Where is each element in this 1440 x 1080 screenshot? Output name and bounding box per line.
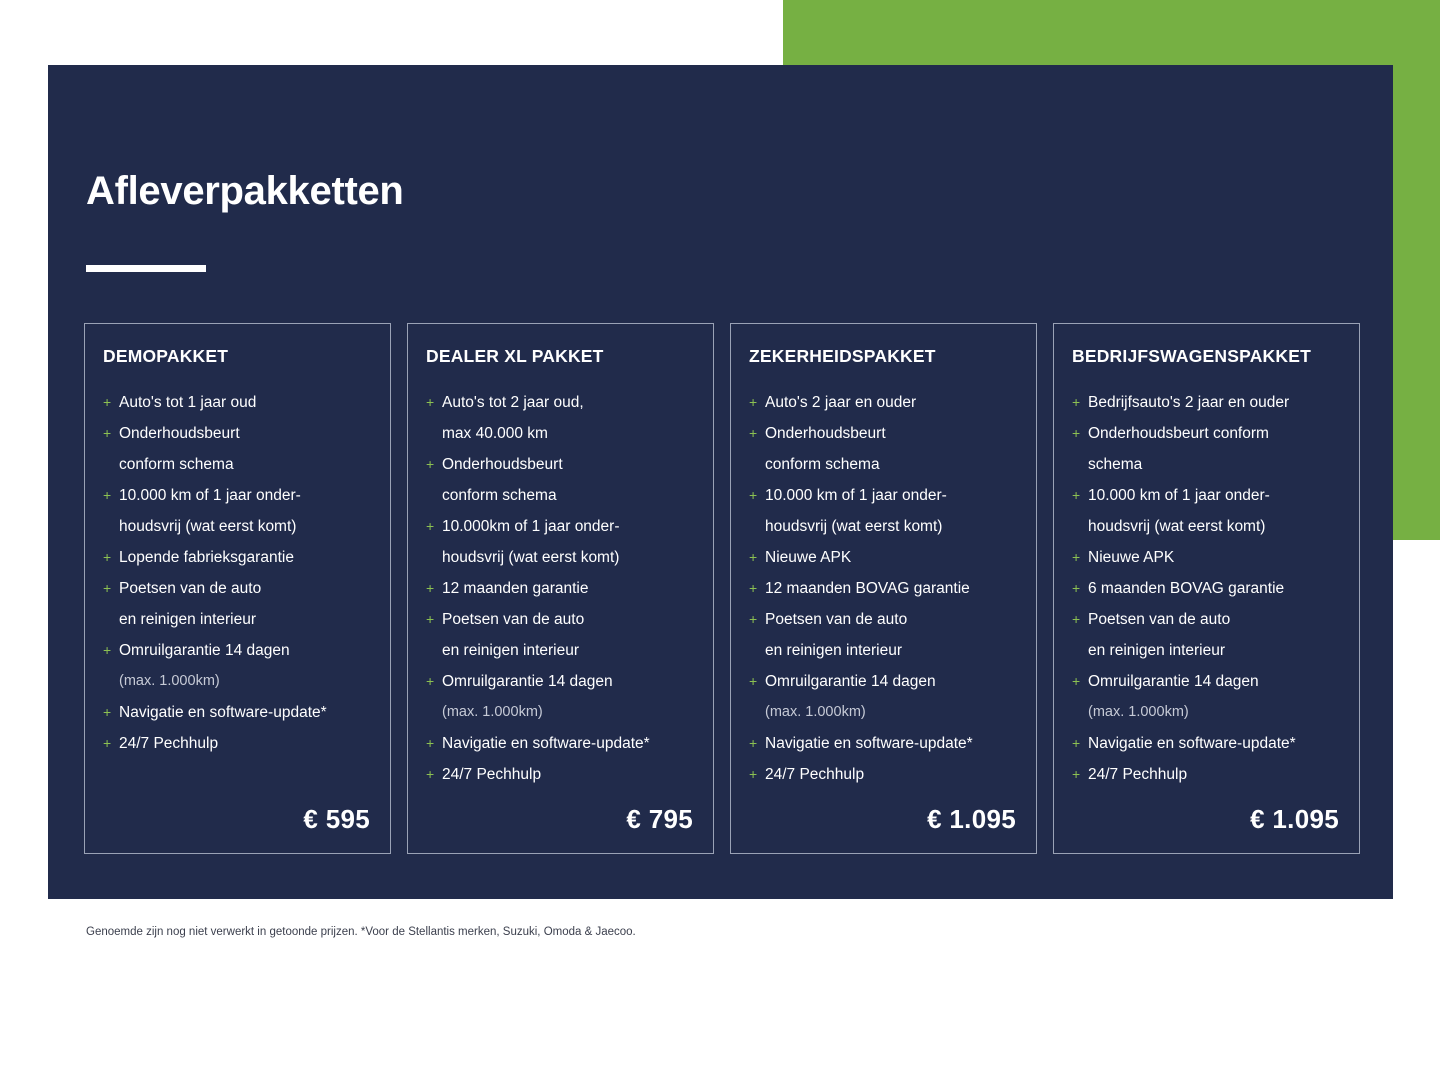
feature-text: 24/7 Pechhulp xyxy=(1088,766,1188,783)
list-item xyxy=(426,449,693,511)
list-item xyxy=(426,604,693,666)
plus-icon: + xyxy=(103,642,112,658)
feature-text: Poetsen van de auto xyxy=(765,611,908,628)
list-item xyxy=(426,511,693,573)
feature-list xyxy=(749,387,1016,790)
list-item xyxy=(1072,480,1339,542)
feature-text: Omruilgarantie 14 dagen xyxy=(442,673,613,690)
feature-text: 12 maanden BOVAG garantie xyxy=(765,580,970,597)
plus-icon: + xyxy=(1072,549,1081,565)
list-item xyxy=(749,573,1016,604)
list-item xyxy=(103,697,370,728)
content-panel xyxy=(48,65,1393,899)
feature-text: Omruilgarantie 14 dagen xyxy=(1088,673,1259,690)
plus-icon: + xyxy=(103,580,112,596)
package-title: DEMOPAKKET xyxy=(103,346,229,366)
plus-icon: + xyxy=(1072,673,1081,689)
feature-subtext: houdsvrij (wat eerst komt) xyxy=(765,518,943,535)
footnote-text: Genoemde zijn nog niet verwerkt in getoonde prijzen. *Voor de Stellantis merken, Suzuki, Omoda & Jaecoo. xyxy=(86,926,636,938)
feature-subtext: conform schema xyxy=(765,456,880,473)
package-title: ZEKERHEIDSPAKKET xyxy=(749,346,936,366)
feature-text: Poetsen van de auto xyxy=(1088,611,1231,628)
list-item xyxy=(749,604,1016,666)
plus-icon: + xyxy=(749,394,758,410)
list-item xyxy=(426,666,693,728)
feature-note: (max. 1.000km) xyxy=(119,673,220,689)
plus-icon: + xyxy=(103,394,112,410)
feature-text: Poetsen van de auto xyxy=(119,580,262,597)
plus-icon: + xyxy=(1072,766,1081,782)
plus-icon: + xyxy=(103,735,112,751)
list-item xyxy=(749,666,1016,728)
plus-icon: + xyxy=(749,425,758,441)
list-item xyxy=(1072,418,1339,480)
list-item xyxy=(426,387,693,449)
plus-icon: + xyxy=(1072,580,1081,596)
list-item xyxy=(749,418,1016,480)
feature-text: 24/7 Pechhulp xyxy=(119,735,219,752)
list-item xyxy=(749,387,1016,418)
package-price: € 795 xyxy=(626,804,693,834)
list-item xyxy=(749,728,1016,759)
feature-text: Bedrijfsauto's 2 jaar en ouder xyxy=(1088,394,1290,411)
feature-text: Omruilgarantie 14 dagen xyxy=(119,642,290,659)
list-item xyxy=(749,759,1016,790)
plus-icon: + xyxy=(749,735,758,751)
feature-text: 12 maanden garantie xyxy=(442,580,589,597)
feature-text: Onderhoudsbeurt xyxy=(119,425,240,442)
plus-icon: + xyxy=(1072,394,1081,410)
feature-text: Onderhoudsbeurt xyxy=(442,456,563,473)
feature-note: (max. 1.000km) xyxy=(1088,704,1189,720)
plus-icon: + xyxy=(426,456,435,472)
package-card-demopakket[interactable] xyxy=(84,323,391,854)
feature-text: Onderhoudsbeurt xyxy=(765,425,886,442)
list-item xyxy=(1072,728,1339,759)
feature-text: Navigatie en software-update* xyxy=(1088,735,1296,752)
plus-icon: + xyxy=(749,611,758,627)
feature-subtext: houdsvrij (wat eerst komt) xyxy=(442,549,620,566)
page-title: Afleverpakketten xyxy=(86,169,404,213)
list-item xyxy=(426,728,693,759)
feature-text: Lopende fabrieksgarantie xyxy=(119,549,294,566)
feature-text: Navigatie en software-update* xyxy=(442,735,650,752)
list-item xyxy=(103,387,370,418)
plus-icon: + xyxy=(426,735,435,751)
plus-icon: + xyxy=(1072,611,1081,627)
list-item xyxy=(103,418,370,480)
list-item xyxy=(103,573,370,635)
package-title: BEDRIJFSWAGENSPAKKET xyxy=(1072,346,1311,366)
list-item xyxy=(103,542,370,573)
plus-icon: + xyxy=(1072,487,1081,503)
feature-text: Auto's 2 jaar en ouder xyxy=(765,394,917,411)
feature-text: Poetsen van de auto xyxy=(442,611,585,628)
plus-icon: + xyxy=(426,518,435,534)
feature-text: 10.000 km of 1 jaar onder- xyxy=(1088,487,1270,504)
feature-subtext: conform schema xyxy=(119,456,234,473)
feature-text: Navigatie en software-update* xyxy=(119,704,327,721)
package-price: € 595 xyxy=(303,804,370,834)
plus-icon: + xyxy=(426,580,435,596)
feature-text: 10.000 km of 1 jaar onder- xyxy=(119,487,301,504)
feature-subtext: conform schema xyxy=(442,487,557,504)
feature-text: Auto's tot 1 jaar oud xyxy=(119,394,257,411)
feature-text: Auto's tot 2 jaar oud, xyxy=(442,394,584,411)
package-card-dealer-xl-pakket[interactable] xyxy=(407,323,714,854)
feature-subtext: en reinigen interieur xyxy=(765,642,903,659)
plus-icon: + xyxy=(426,394,435,410)
list-item xyxy=(749,542,1016,573)
list-item xyxy=(103,728,370,759)
list-item xyxy=(1072,759,1339,790)
feature-note: (max. 1.000km) xyxy=(442,704,543,720)
list-item xyxy=(1072,573,1339,604)
list-item xyxy=(1072,604,1339,666)
feature-subtext: schema xyxy=(1088,456,1143,473)
feature-list xyxy=(426,387,693,790)
plus-icon: + xyxy=(1072,735,1081,751)
plus-icon: + xyxy=(426,766,435,782)
list-item xyxy=(426,759,693,790)
plus-icon: + xyxy=(749,580,758,596)
feature-subtext: houdsvrij (wat eerst komt) xyxy=(1088,518,1266,535)
list-item xyxy=(749,480,1016,542)
list-item xyxy=(1072,387,1339,418)
feature-text: 24/7 Pechhulp xyxy=(765,766,865,783)
feature-text: Nieuwe APK xyxy=(1088,549,1175,566)
feature-subtext: en reinigen interieur xyxy=(119,611,257,628)
feature-subtext: en reinigen interieur xyxy=(1088,642,1226,659)
package-title: DEALER XL PAKKET xyxy=(426,346,604,366)
package-card-bedrijfswagenspakket[interactable] xyxy=(1053,323,1360,854)
feature-note: (max. 1.000km) xyxy=(765,704,866,720)
feature-text: 6 maanden BOVAG garantie xyxy=(1088,580,1285,597)
plus-icon: + xyxy=(749,487,758,503)
list-item xyxy=(1072,666,1339,728)
package-price: € 1.095 xyxy=(1250,804,1339,834)
feature-text: 10.000 km of 1 jaar onder- xyxy=(765,487,947,504)
plus-icon: + xyxy=(749,673,758,689)
feature-text: Navigatie en software-update* xyxy=(765,735,973,752)
list-item xyxy=(103,480,370,542)
list-item xyxy=(103,635,370,697)
list-item xyxy=(1072,542,1339,573)
feature-subtext: houdsvrij (wat eerst komt) xyxy=(119,518,297,535)
plus-icon: + xyxy=(103,425,112,441)
plus-icon: + xyxy=(749,549,758,565)
plus-icon: + xyxy=(426,673,435,689)
package-price: € 1.095 xyxy=(927,804,1016,834)
feature-subtext: max 40.000 km xyxy=(442,425,548,442)
feature-text: 10.000km of 1 jaar onder- xyxy=(442,518,620,535)
feature-subtext: en reinigen interieur xyxy=(442,642,580,659)
feature-text: 24/7 Pechhulp xyxy=(442,766,542,783)
feature-list xyxy=(103,387,370,790)
list-item xyxy=(426,573,693,604)
feature-text: Onderhoudsbeurt conform xyxy=(1088,425,1269,442)
feature-list xyxy=(1072,387,1339,790)
plus-icon: + xyxy=(103,487,112,503)
plus-icon: + xyxy=(749,766,758,782)
package-card-zekerheidspakket[interactable] xyxy=(730,323,1037,854)
feature-text: Nieuwe APK xyxy=(765,549,852,566)
title-underline-rule xyxy=(86,265,206,272)
plus-icon: + xyxy=(103,704,112,720)
feature-text: Omruilgarantie 14 dagen xyxy=(765,673,936,690)
plus-icon: + xyxy=(426,611,435,627)
plus-icon: + xyxy=(103,549,112,565)
plus-icon: + xyxy=(1072,425,1081,441)
package-cards-container xyxy=(84,323,1362,854)
